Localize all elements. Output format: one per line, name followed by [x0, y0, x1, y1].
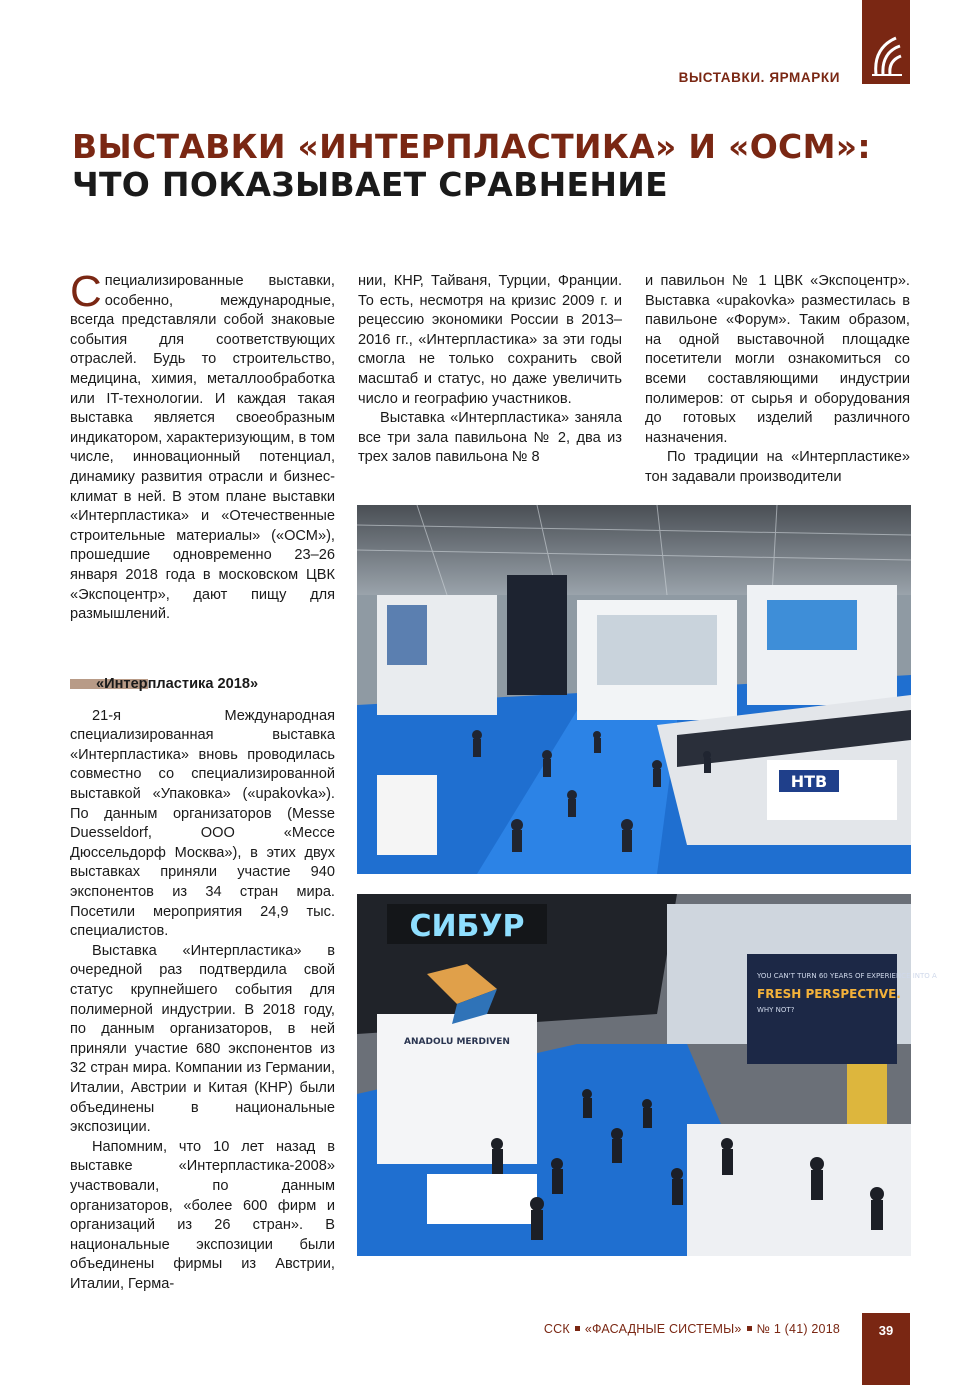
section-label: ВЫСТАВКИ. ЯРМАРКИ	[678, 70, 840, 85]
magazine-logo-icon	[868, 34, 904, 78]
anadolu-sign: ANADOLU MERDIVEN	[404, 1037, 510, 1047]
banner-small-text: YOU CAN'T TURN 60 YEARS OF EXPERIENCE INTO A	[757, 972, 937, 980]
footer-brand: ССК	[543, 1322, 570, 1336]
paragraph: и павильон № 1 ЦВК «Экспоцентр». Выставка «upakovka» разместилась в павильоне «Форум». Таким образом, на одной выставочной площадке посетители могли ознакомиться со всеми составляющими индустрии полимеров: от сырья и оборудования до готовых изделий различного назначения.	[645, 273, 910, 446]
article-title	[72, 128, 892, 204]
paragraph: 21-я Международная специализированная выставка «Интерпластика» вновь проводилась совместно со специализированной выставкой «Упаковка» («upakovka»). По данным организаторов (Messe Duesseldorf, ООО «Мессе Дюссельдорф Москва»), в этих двух выставках приняли участие 940 экспонентов из 34 стран мира. Посетили мероприятия 24,9 тыс. специалистов.	[70, 707, 335, 940]
banner-big-text: FRESH PERSPECTIVE.	[757, 987, 901, 1001]
intro-text: пециализированные выставки, особенно, международные, всегда представляли собой знаковые события для соответствующих отраслей. Будь то строительство, медицина, химия, металлообработка или IT-технологии. И каждая такая выставка является своеобразным индикатором, характеризующим, в том числе, инновационный потенциал, динамику развития отрасли и бизнес-климат в ней. В этом плане выставки «Интерпластика» и «Отечественные строительные материалы» («ОСМ»), прошедшие одновременно 23–26 января 2018 года в московском ЦВК «Экспоцентр», дают пищу для размышлений.	[70, 273, 335, 623]
drop-cap: С	[70, 267, 102, 316]
title-line-1: ВЫСТАВКИ «ИНТЕРПЛАСТИКА» И «ОСМ»:	[72, 127, 871, 166]
page-number-tab	[862, 1313, 910, 1385]
banner-tail-text: WHY NOT?	[757, 1006, 795, 1014]
footer-magazine: «ФАСАДНЫЕ СИСТЕМЫ»	[584, 1322, 742, 1336]
page-footer	[544, 1322, 840, 1336]
exhibition-hall-photo	[357, 505, 911, 874]
footer-issue: № 1 (41) 2018	[756, 1322, 840, 1336]
ntv-sign: НТВ	[790, 772, 828, 791]
text-column-2	[358, 272, 622, 468]
separator-square	[747, 1326, 752, 1331]
paragraph: Напомним, что 10 лет назад в выставке «Интерпластика-2008» участвовали, по данным организаторов, «более 600 фирм и организаций из 26 стран». В национальные экспозиции были объединены фирмы из Австрии, Италии, Герма-	[70, 1138, 335, 1292]
paragraph: Выставка «Интерпластика» в очередной раз подтвердила свой статус крупнейшего события для полимерной индустрии. В 2018 году, по данным организаторов, в ней приняли участие 680 экспонентов из 32 стран мира. Компании из Германии, Италии, Австрии и Китая (КНР) были объединены в национальные экспозиции.	[70, 942, 335, 1136]
paragraph: нии, КНР, Тайваня, Турции, Франции. То есть, несмотря на кризис 2009 г. и рецессию экономики России в 2013–2016 гг., «Интерпластика» за эти годы смогла не только сохранить свой масштаб и статус, но даже увеличить число и географию участников.	[358, 273, 622, 407]
separator-square	[575, 1326, 580, 1331]
page-number: 39	[878, 1323, 894, 1338]
subhead-text: «Интерпластика 2018»	[96, 675, 259, 692]
sibur-sign: СИБУР	[409, 909, 525, 944]
section-subhead	[70, 673, 335, 695]
text-column-1	[70, 267, 335, 1295]
intro-paragraph	[70, 267, 335, 625]
title-line-2: ЧТО ПОКАЗЫВАЕТ СРАВНЕНИЕ	[72, 165, 669, 204]
corner-tab	[862, 0, 910, 84]
paragraph: По традиции на «Интерпластике» тон задавали производители	[645, 449, 910, 485]
text-column-3	[645, 272, 910, 488]
paragraph: Выставка «Интерпластика» заняла все три зала павильона № 2, два из трех залов павильона № 8	[358, 410, 622, 466]
exhibition-stands-photo	[357, 894, 937, 1256]
